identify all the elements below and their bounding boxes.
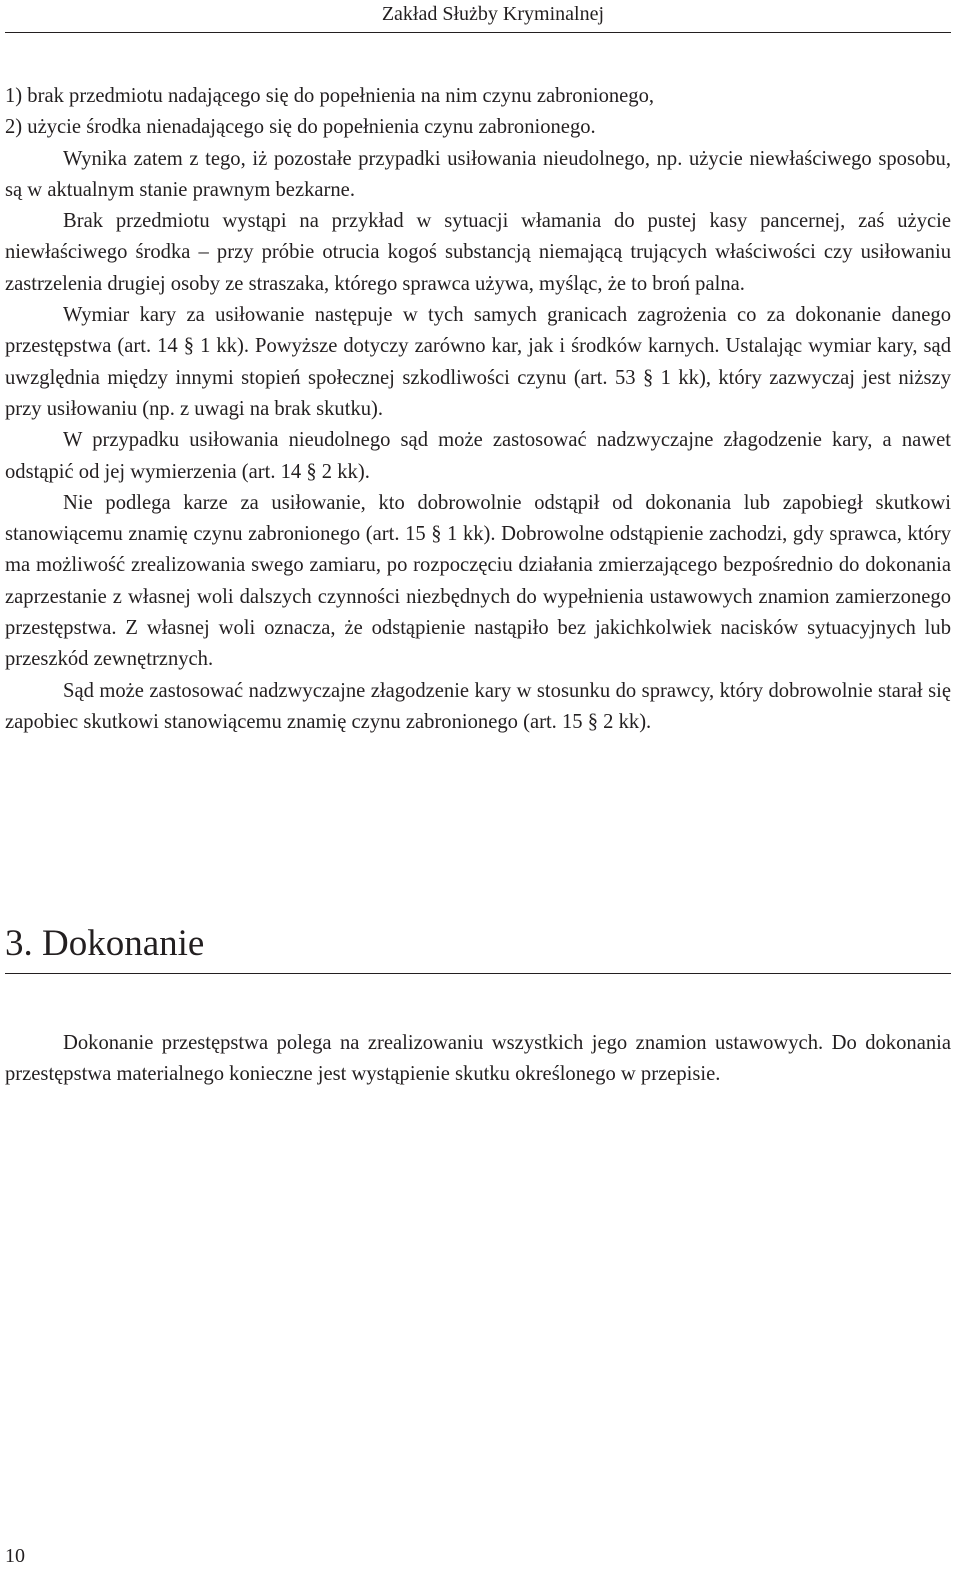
- paragraph-examples: Brak przedmiotu wystąpi na przykład w sytuacji włamania do pustej kasy pancernej, zaś użycie niewłaściwego środka – przy próbie otrucia kogoś substancją niemającą trujących właściwości czy usiłowaniu zastrzelenia drugiej osoby ze straszaka, którego sprawca używa, myśląc, że to broń palna.: [5, 210, 951, 295]
- paragraph-voluntary-withdrawal: Nie podlega karze za usiłowanie, kto dobrowolnie odstąpił od dokonania lub zapobiegł skutkowi stanowiącemu znamię czynu zabronionego (art. 15 § 1 kk). Dobrowolne odstąpienie zachodzi, gdy sprawca, który ma możliwość zrealizowania swego zamiaru, po rozpoczęciu działania zmierzającego bezpośrednio do dokonania zaprzestanie z własnej woli dalszych czynności niezbędnych do wypełnienia ustawowych znamion zamierzonego przestępstwa. Z własnej woli oznacza, że odstąpienie nastąpiło bez jakichkolwiek nacisków sytuacyjnych lub przeszkód zewnętrznych.: [5, 491, 951, 671]
- section-text: [5, 1028, 951, 1091]
- paragraph-prevention-attempt: Sąd może zastosować nadzwyczajne złagodzenie kary w stosunku do sprawcy, który dobrowolnie starał się zapobiec skutkowi stanowiącemu znamię czynu zabronionego (art. 15 § 2 kk).: [5, 679, 951, 733]
- paragraph-extraordinary-mitigation: W przypadku usiłowania nieudolnego sąd może zastosować nadzwyczajne złagodzenie kary, a nawet odstąpić od jej wymierzenia (art. 14 § 2 kk).: [5, 429, 951, 483]
- running-header: Zakład Służby Kryminalnej: [381, 3, 604, 25]
- paragraph-completion: Dokonanie przestępstwa polega na zrealizowaniu wszystkich jego znamion ustawowych. Do dokonania przestępstwa materialnego konieczne jest wystąpienie skutku określonego w przepisie.: [5, 1032, 951, 1086]
- list-item-2: 2) użycie środka nienadającego się do popełnienia czynu zabronionego.: [5, 116, 596, 139]
- body-text: [5, 81, 951, 738]
- paragraph-penalty-scale: Wymiar kary za usiłowanie następuje w tych samych granicach zagrożenia co za dokonanie danego przestępstwa (art. 14 § 1 kk). Powyższe dotyczy zarówno kar, jak i środków karnych. Ustalając wymiar kary, sąd uwzględnia między innymi stopień społecznej szkodliwości czynu (art. 53 § 1 kk), który zazwyczaj jest niższy przy usiłowaniu (np. z uwagi na brak skutku).: [5, 304, 951, 420]
- paragraph-unpunished-cases: Wynika zatem z tego, iż pozostałe przypadki usiłowania nieudolnego, np. użycie niewłaściwego sposobu, są w aktualnym stanie prawnym bezkarne.: [5, 147, 951, 201]
- section-heading: 3. Dokonanie: [5, 923, 205, 964]
- header-rule: [5, 32, 951, 33]
- page-number: 10: [5, 1545, 25, 1567]
- section-heading-rule: [5, 973, 951, 974]
- list-item-1: 1) brak przedmiotu nadającego się do popełnienia na nim czynu zabronionego,: [5, 85, 655, 107]
